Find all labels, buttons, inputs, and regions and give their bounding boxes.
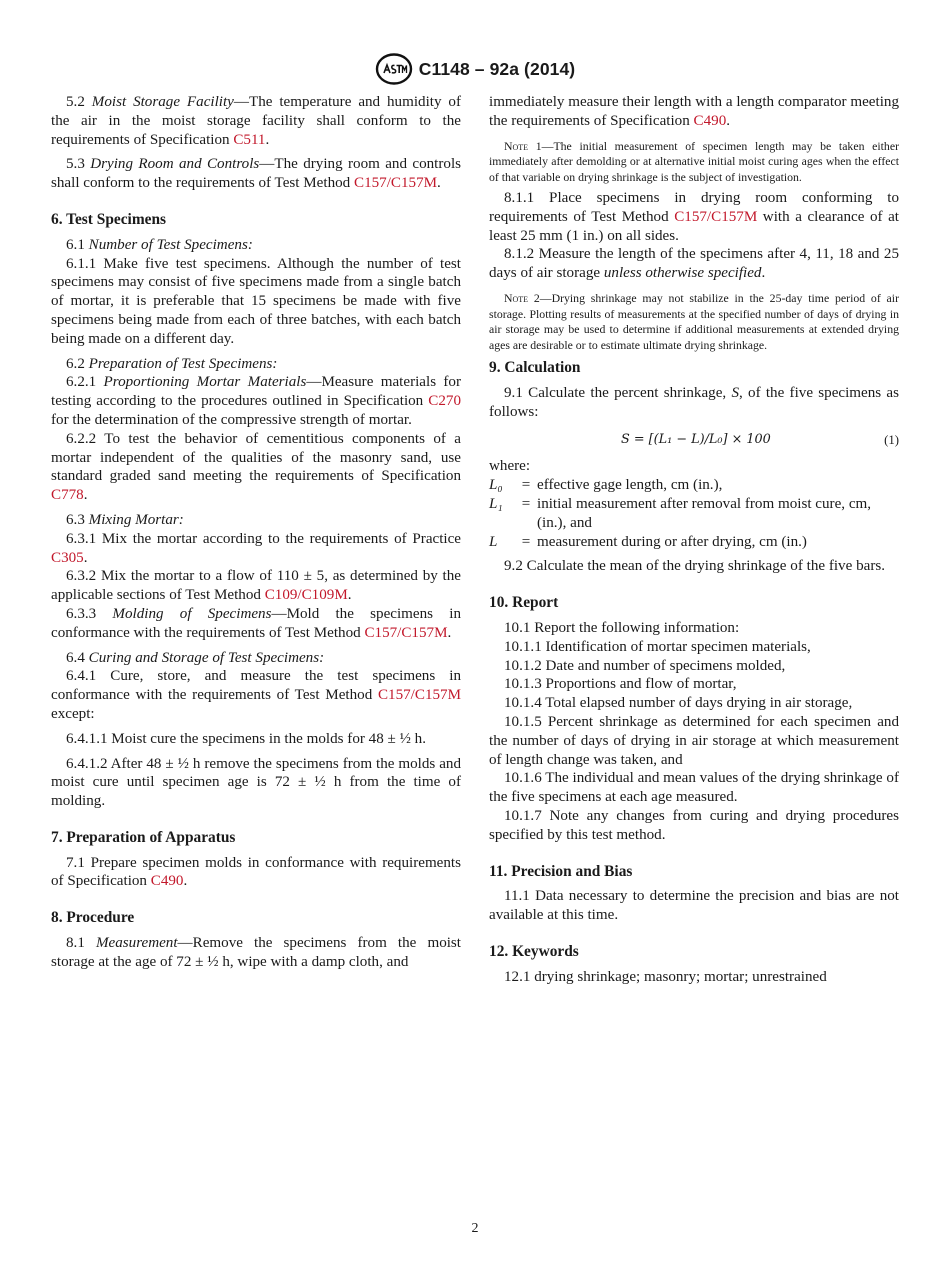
section-6-3-3: 6.3.3 Molding of Specimens—Mold the specimens in conformance with the requirements of Test Method C157/C157M.: [51, 605, 461, 641]
document-id: C1148 – 92a (2014): [418, 58, 576, 79]
link-c157[interactable]: C157/C157M: [377, 687, 461, 704]
astm-logo-icon: [375, 53, 413, 85]
section-10-1-3: 10.1.3 Proportions and flow of mortar,: [504, 676, 737, 693]
link-c270[interactable]: C270: [428, 393, 461, 410]
section-6-3: 6.3 Mixing Mortar:: [66, 511, 184, 528]
section-10-1-6: 10.1.6 The individual and mean values of the drying shrinkage of the five specimens at each age measured.: [489, 770, 899, 806]
section-8-1-2: 8.1.2 Measure the length of the specimens after 4, 11, 18 and 25 days of air storage unless otherwise specified.: [489, 246, 899, 282]
section-10-1: 10.1 Report the following information:: [504, 620, 740, 637]
section-6-4-1: 6.4.1 Cure, store, and measure the test specimens in conformance with the requirements of Test Method C157/C157M except:: [51, 668, 461, 722]
section-8-1: 8.1 Measurement—Remove the specimens from the moist storage at the age of 72 ± ½ h, wipe with a damp cloth, and: [51, 935, 461, 970]
section-10-1-5: 10.1.5 Percent shrinkage as determined for each specimen and the number of days of drying in air storage at which measurement of length change was taken, and: [489, 714, 899, 768]
section-6-1-1: 6.1.1 Make five test specimens. Although the number of test specimens may consist of five specimens made from a single batch of mortar, it is preferable that 15 specimens be made with five specimens being made from each of three batches, with each batch being made on a different day.: [51, 255, 461, 347]
link-c157[interactable]: C157/C157M: [674, 208, 758, 225]
link-c157[interactable]: C157/C157M: [364, 624, 448, 641]
definition-row: L₀ = effective gage length, cm (in.),: [489, 477, 723, 494]
link-c109[interactable]: C109/C109M: [264, 587, 348, 604]
page-header: [0, 52, 950, 86]
section-6-3-2: 6.3.2 Mix the mortar to a flow of 110 ± 5, as determined by the applicable sections of Test Method C109/C109M.: [51, 568, 461, 604]
section-6-2-2: 6.2.2 To test the behavior of cementitious components of a mortar independent of the qualities of the masonry sand, use standard graded sand meeting the requirements of Specification C778.: [51, 430, 461, 504]
note-2: Note 2—Drying shrinkage may not stabilize in the 25-day time period of air storage. Plotting results of measurements at the specified number of days of drying in air storage may be used to determine if additional measurements at extended drying ages are desirable or to estimate ultimate drying shrinkage.: [489, 291, 899, 352]
heading-keywords: 12. Keywords: [489, 943, 579, 960]
section-11-1: 11.1 Data necessary to determine the precision and bias are not available at this time.: [489, 888, 899, 924]
link-c490[interactable]: C490: [693, 112, 727, 129]
section-10-1-2: 10.1.2 Date and number of specimens molded,: [504, 657, 786, 674]
heading-preparation-of-apparatus: 7. Preparation of Apparatus: [51, 828, 236, 846]
section-12-1: 12.1 drying shrinkage; masonry; mortar; unrestrained: [504, 968, 827, 985]
section-6-4-1-2: 6.4.1.2 After 48 ± ½ h remove the specimens from the molds and moist cure until specimen age is 72 ± ½ h from the time of molding.: [51, 755, 461, 810]
note-1: Note 1—The initial measurement of specimen length may be taken either immediately after demolding or at alternative initial moist curing ages when the effect of that variable on drying shrinkage is the subject of investigation.: [489, 138, 899, 184]
left-column: [51, 93, 461, 972]
section-5-3: 5.3 Drying Room and Controls—The drying room and controls shall conform to the requirements of Test Method C157/C157M.: [51, 156, 462, 192]
section-9-1: 9.1 Calculate the percent shrinkage, S, of the five specimens as follows:: [489, 384, 899, 420]
section-10-1-1: 10.1.1 Identification of mortar specimen materials,: [504, 638, 811, 655]
heading-report: 10. Report: [489, 594, 559, 612]
section-6-3-1: 6.3.1 Mix the mortar according to the requirements of Practice C305.: [51, 530, 461, 566]
section-10-1-4: 10.1.4 Total elapsed number of days drying in air storage,: [504, 695, 853, 712]
link-c305[interactable]: C305: [51, 549, 84, 566]
equation-1: [489, 427, 899, 453]
where-label: where:: [489, 458, 531, 475]
section-6-2: 6.2 Preparation of Test Specimens:: [66, 355, 278, 372]
section-6-4: 6.4 Curing and Storage of Test Specimens:: [66, 649, 325, 666]
link-c157[interactable]: C157/C157M: [354, 175, 438, 192]
link-c490[interactable]: C490: [150, 873, 184, 890]
shrinkage-formula: S = [(L₁ − L)/L₀] × 100: [621, 432, 771, 448]
section-8-1-1: 8.1.1 Place specimens in drying room conforming to requirements of Test Method C157/C157M with a clearance of at least 25 mm (1 in.) on all sides.: [489, 190, 899, 244]
right-column: [489, 93, 899, 987]
heading-test-specimens: 6. Test Specimens: [51, 210, 167, 228]
heading-calculation: 9. Calculation: [489, 359, 581, 377]
section-6-4-1-1: 6.4.1.1 Moist cure the specimens in the molds for 48 ± ½ h.: [66, 730, 427, 747]
section-7-1: 7.1 Prepare specimen molds in conformance with requirements of Specification C490.: [51, 854, 461, 890]
definition-row: L = measurement during or after drying, cm (in.): [489, 533, 807, 550]
section-6-2-1: 6.2.1 Proportioning Mortar Materials—Measure materials for testing according to the procedures outlined in Specification C270 for the determination of the compressive strength of mortar.: [51, 374, 462, 428]
section-5-2: 5.2 Moist Storage Facility—The temperature and humidity of the air in the moist storage facility shall conform to the requirements of Specification C511.: [51, 94, 462, 148]
section-10-1-7: 10.1.7 Note any changes from curing and drying procedures specified by this test method.: [489, 808, 899, 843]
section-8-1-continued: immediately measure their length with a length comparator meeting the requirements of Specification C490.: [489, 94, 899, 129]
definition-row: L₁ = initial measurement after removal from moist cure, cm, (in.), and: [489, 496, 872, 531]
section-9-2: 9.2 Calculate the mean of the drying shrinkage of the five bars.: [504, 558, 885, 575]
link-c511[interactable]: C511: [233, 131, 266, 148]
equation-number: (1): [884, 433, 899, 448]
section-6-1: 6.1 Number of Test Specimens:: [66, 236, 253, 253]
link-c778[interactable]: C778: [51, 487, 84, 504]
page-number: 2: [471, 1221, 479, 1236]
heading-precision-and-bias: 11. Precision and Bias: [489, 862, 633, 880]
variable-definitions: [489, 476, 897, 551]
heading-procedure: 8. Procedure: [51, 909, 135, 927]
